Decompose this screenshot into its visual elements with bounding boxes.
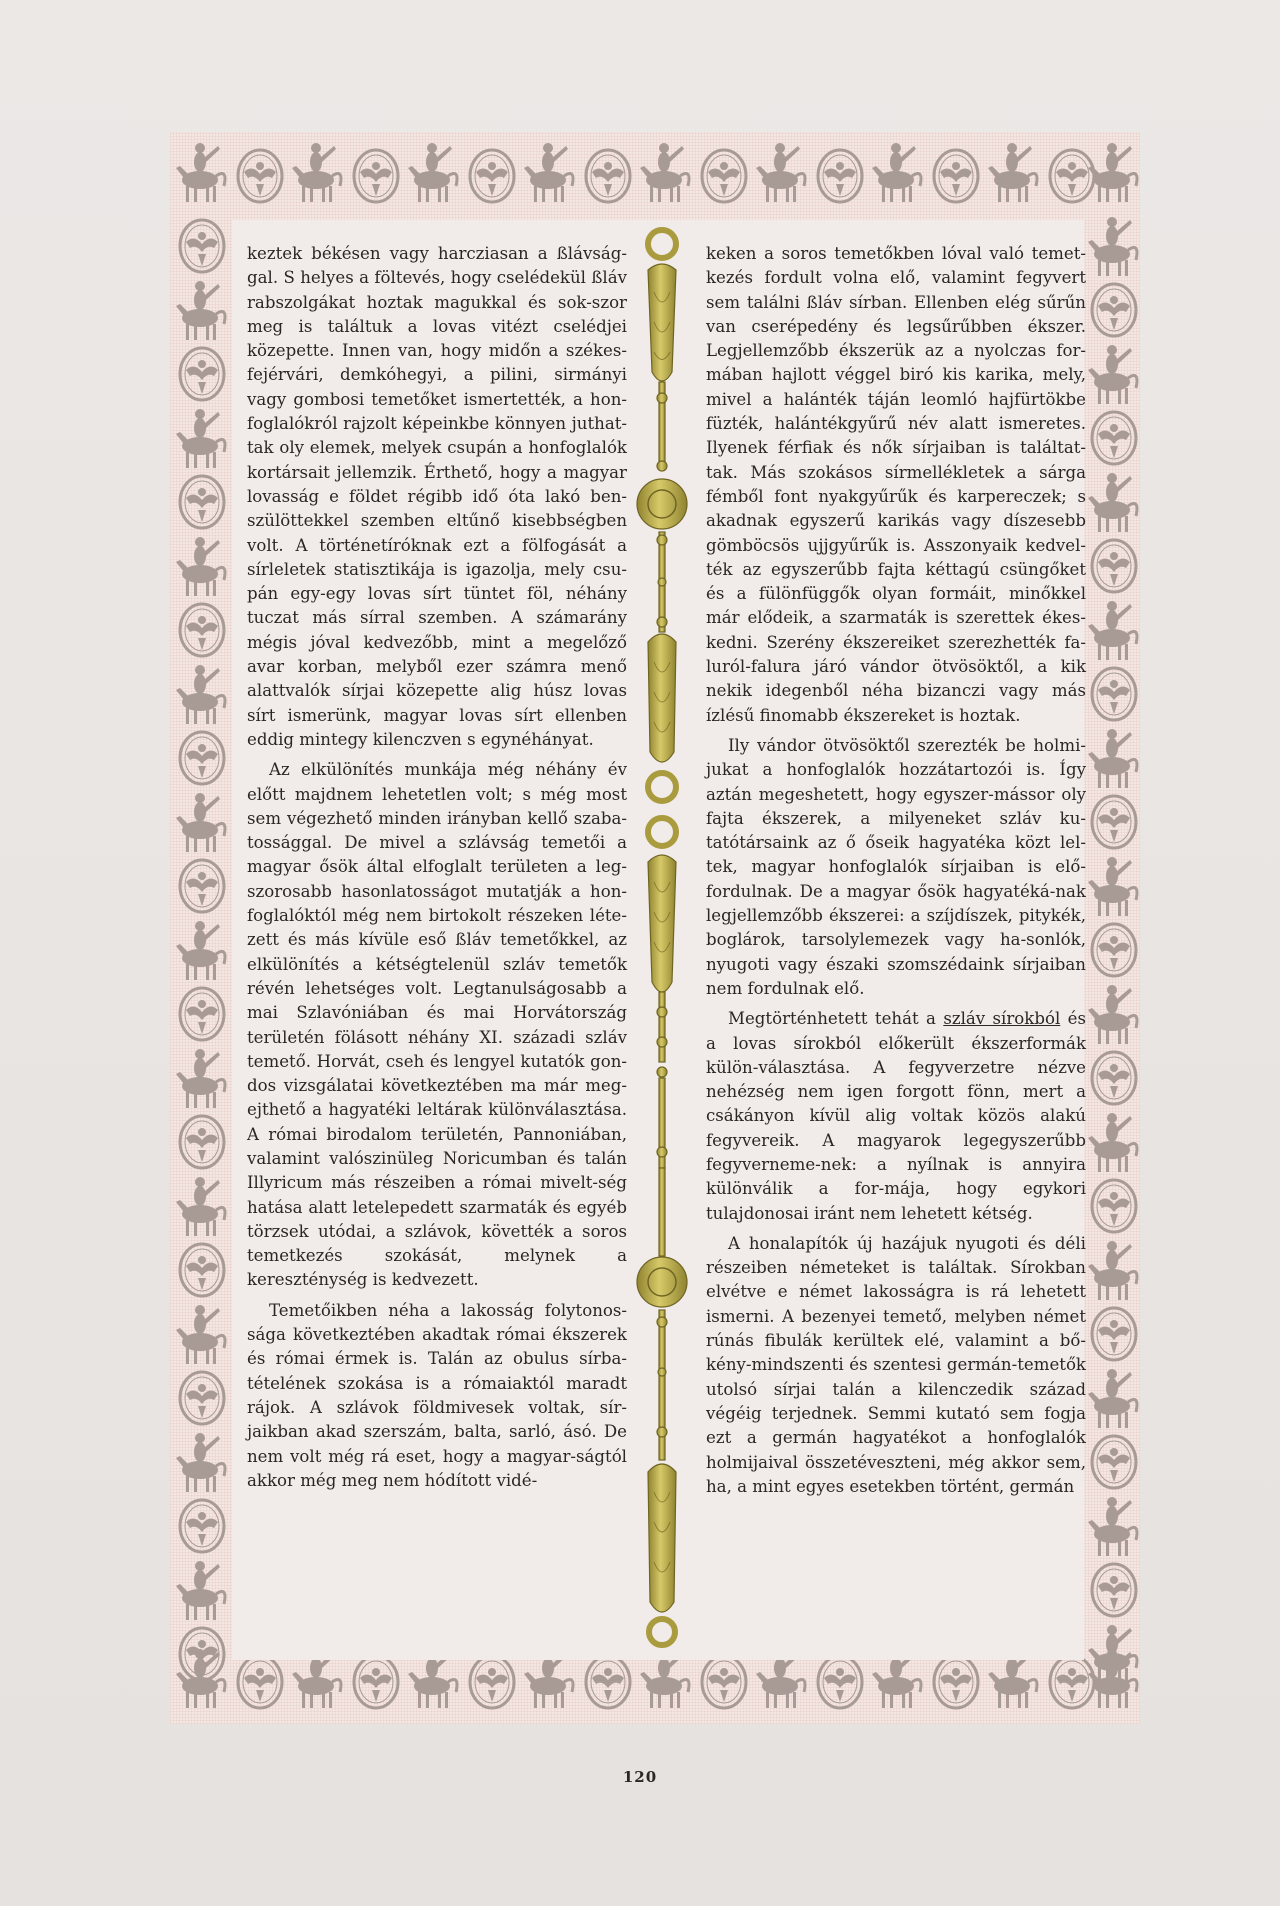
eagle-medallion-motif (1092, 1052, 1136, 1104)
eagle-medallion-motif (1092, 540, 1136, 592)
eagle-medallion-motif (1092, 412, 1136, 464)
rider-motif (176, 281, 225, 340)
eagle-medallion-motif (180, 1116, 224, 1168)
rider-motif (176, 1177, 225, 1236)
right-paragraph-4: A honalapítók új hazájuk nyugoti és déli részeiben németeket is találtak. Sírokban elvétve e német lakosságra is rá lehetett ismerni. A bezenyei temető, melyben német rúnás fibulák kerültek elé, valamint a bő-kény-mindszenti és szentesi germán-temetők utolsó sírjai talán a kilenczedik század végéig terjednek. Semmi kutató sem fogja ezt a germán hagyatékot a honfoglalók holmijaival összetéveszteni, még akkor sem, ha, a mint egyes esetekben történt, germán (706, 1233, 1086, 1496)
rider-motif (176, 1561, 225, 1620)
eagle-medallion-motif (180, 1372, 224, 1424)
rider-motif (292, 143, 341, 202)
rider-motif (176, 143, 225, 202)
eagle-medallion-motif (1092, 1180, 1136, 1232)
eagle-medallion-motif (470, 150, 514, 202)
page-number: 120 (622, 1768, 658, 1786)
rider-motif (1088, 1369, 1137, 1428)
rider-motif (408, 143, 457, 202)
rider-motif (1088, 985, 1137, 1044)
eagle-medallion-motif (470, 1656, 514, 1708)
eagle-medallion-motif (180, 604, 224, 656)
eagle-medallion-motif (1092, 796, 1136, 848)
eagle-medallion-motif (1092, 1564, 1136, 1616)
rider-motif (176, 1433, 225, 1492)
left-text-column (247, 242, 627, 1493)
eagle-medallion-motif (180, 348, 224, 400)
rider-motif (176, 537, 225, 596)
rider-motif (1088, 1113, 1137, 1172)
eagle-medallion-motif (238, 1656, 282, 1708)
rider-motif (1088, 345, 1137, 404)
right-paragraph-1: keken a soros temetőkben lóval való temet-kezés fordult volna elő, valamint fegyvert sem találni ßláv sírban. Ellenben elég sűrűn van cserépedény és legsűrűbben ékszer. Legjellemzőbb ékszerük az a nyolczas for-mában hajlott véggel biró kis karika, mely, mivel a halánték táján leomló hajfürtökbe füzték, halántékgyűrű név alatt ismeretes. Ilyenek férfiak és nők sírjaiban is találtat-tak. Más szokásos sírmellékletek a sárga fémből font nyakgyűrűk és karpereczek; s akadnak egyszerű karikás vagy díszesebb gömböcsös ujjgyűrűk is. Asszonyaik kedvel-ték az egyszerűbb fajta kéttagú csüngőket és a fülönfüggők olyan formáit, minőkkel már elődeik, a szarmaták is szerettek ékes-kedni. Szerény ékszereiket szerezhették fa-luról-falura járó vándor ötvösöktől, a kik nekik idegenből néha bizanczi vagy más ízlésű finomabb ékszereket is hoztak. (706, 244, 1086, 725)
rider-motif (988, 143, 1037, 202)
eagle-medallion-motif (934, 1656, 978, 1708)
rider-motif (872, 143, 921, 202)
right-paragraph-3 (706, 1007, 1086, 1226)
right-text-column (706, 242, 1086, 1499)
eagle-medallion-motif (180, 1500, 224, 1552)
eagle-medallion-motif (354, 1656, 398, 1708)
eagle-medallion-motif (1092, 924, 1136, 976)
left-paragraph-3: Temetőikben néha a lakosság folytonos-sága következtében akadtak római ékszerek és római érmek is. Talán az obulus sírba-tételének szokása is a rómaiaktól maradt rájok. A szlávok földmivesek voltak, sír-jaikban akad szerszám, balta, sarló, ásó. De nem volt még rá eset, hogy a magyar-ságtól akkor még meg nem hódított vidé- (247, 1300, 627, 1490)
eagle-medallion-motif (1092, 1436, 1136, 1488)
eagle-medallion-motif (586, 1656, 630, 1708)
rider-motif (176, 1305, 225, 1364)
right-paragraph-2: Ily vándor ötvösöktől szerezték be holmi-jukat a honfoglalók hozzátartozói is. Így aztán megeshetett, hogy egyszer-mássor oly fajta ékszerek, a milyeneket szláv ku-tatótársaink az ő őseik hagyatéka közt lel-tek, magyar honfoglalók sírjaiban is elő-fordulnak. De a magyar ősök hagyatéká-nak legjellemzőbb ékszerei: a szíjdíszek, pitykék, boglárok, tarsolylemezek vagy ha-sonlók, nyugoti vagy északi szomszédaink sírjaiban nem fordulnak elő. (706, 735, 1086, 998)
eagle-medallion-motif (1092, 668, 1136, 720)
rider-motif (756, 143, 805, 202)
rider-motif (176, 665, 225, 724)
eagle-medallion-motif (1050, 1656, 1094, 1708)
left-paragraph-1: keztek békésen vagy harcziasan a ßlávság-gal. S helyes a föltevés, hogy cselédekül ßláv rabszolgákat hoztak magukkal és sok-szor meg is találtuk a lovas vitézt cselédjei közepette. Innen van, hogy midőn a székes-fejérvári, demkóhegyi, a pilini, sirmányi vagy gombosi temetőket ismertették, a hon-foglalókról rajzolt képeinkbe könnyen juthat-tak oly elemek, melyek csupán a honfoglalók kortársait jellemzik. Érthető, hogy a magyar lovasság e földet régibb idő óta lakó ben-szülöttekkel szemben eltűnő kisebbségben volt. A történetíróknak ezt a fölfogását a sírleletek statisztikája is igazolja, mely csu-pán egy-egy lovas sírt tüntet föl, néhány tuczat más sírral szemben. A számarány mégis jóval kedvezőbb, mint a megelőző avar korban, melyből ezer számra menő alattvalók sírjai közepette alig húsz lovas sírt ismerünk, magyar lovas sírt ellenben eddig mintegy kilenczven s egynéhányat. (247, 244, 627, 749)
eagle-medallion-motif (354, 150, 398, 202)
eagle-medallion-motif (934, 150, 978, 202)
eagle-medallion-motif (586, 150, 630, 202)
underlined-phrase: szláv sírokból (943, 1009, 1061, 1029)
eagle-medallion-motif (818, 1656, 862, 1708)
eagle-medallion-motif (1092, 284, 1136, 336)
rider-motif (176, 409, 225, 468)
rider-motif (524, 143, 573, 202)
eagle-medallion-motif (702, 1656, 746, 1708)
eagle-medallion-motif (702, 150, 746, 202)
rider-motif (1088, 1497, 1137, 1556)
rider-motif (1088, 1241, 1137, 1300)
rider-motif (1088, 143, 1137, 202)
eagle-medallion-motif (1092, 1308, 1136, 1360)
rider-motif (1088, 473, 1137, 532)
rider-motif (176, 793, 225, 852)
jewelry-chain-illustration (628, 222, 696, 1652)
eagle-medallion-motif (180, 476, 224, 528)
rider-motif (1088, 729, 1137, 788)
eagle-medallion-motif (180, 860, 224, 912)
eagle-medallion-motif (180, 220, 224, 272)
rider-motif (1088, 857, 1137, 916)
eagle-medallion-motif (818, 150, 862, 202)
eagle-medallion-motif (1050, 150, 1094, 202)
rider-motif (1088, 217, 1137, 276)
right-paragraph-3-start: Megtörténhetett tehát a (728, 1009, 944, 1029)
right-paragraph-3-rest: és a lovas sírokból előkerült ékszerformák külön-választása. A fegyverzetre nézve nehézség nem igen forgott fönn, mert a csákányon kívül alig voltak közös alakú fegyvereik. A magyarok legegyszerűbb fegyverneme-nek: a nyílnak is annyira különválik a for-mája, hogy egykori tulajdonosai iránt nem lehetett kétség. (706, 1009, 1086, 1223)
eagle-medallion-motif (180, 1244, 224, 1296)
rider-motif (176, 1049, 225, 1108)
rider-motif (640, 143, 689, 202)
eagle-medallion-motif (238, 150, 282, 202)
eagle-medallion-motif (180, 988, 224, 1040)
rider-motif (1088, 601, 1137, 660)
eagle-medallion-motif (180, 732, 224, 784)
left-paragraph-2: Az elkülönítés munkája még néhány év előtt majdnem lehetetlen volt; s még most sem végezhető minden irányban kellő szaba-tossággal. De mivel a szlávság temetői a magyar ősök által elfoglalt területen a leg-szorosabb hasonlatosságot mutatják a hon-foglalóktól még nem birtokolt részeken léte-zett és más kívüle eső ßláv temetőkkel, az elkülönítés a kétségtelenül szláv temetők révén lehetséges volt. Legtanulságosabb a mai Szlavóniában és mai Horvátország területén fölásott néhány XI. századi szláv temető. Horvát, cseh és lengyel kutatók gon-dos vizsgálatai következtében ma már meg-ejthető a hagyatéki leltárak különválasztása. A római birodalom területén, Pannoniában, valamint valószinüleg Noricumban és talán Illyricum más részeiben a római mivelt-ség hatása alatt letelepedett szarmaták és egyéb törzsek utódai, a szlávok, követték a soros temetkezés szokását, melynek a kereszténység is kedvezett. (247, 760, 627, 1290)
rider-motif (176, 921, 225, 980)
